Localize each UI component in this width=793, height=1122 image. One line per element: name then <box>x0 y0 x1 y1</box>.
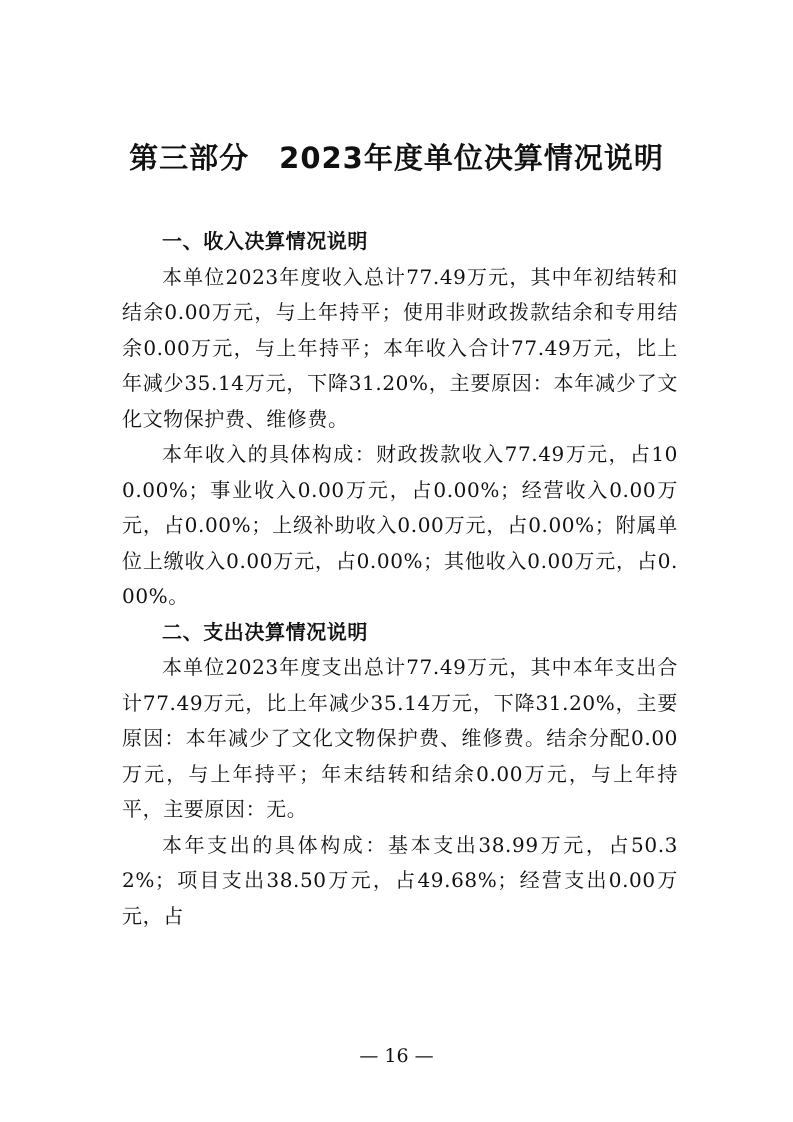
section-heading-income: 一、收入决算情况说明 <box>162 229 368 253</box>
expenditure-composition-paragraph: 本年支出的具体构成：基本支出38.99万元，占50.32%；项目支出38.50万元，占49.68%；经营支出0.00万元，占 <box>122 832 678 928</box>
page-number: — 16 — <box>359 1045 434 1067</box>
section-heading-expenditure: 二、支出决算情况说明 <box>162 619 368 644</box>
income-composition-paragraph: 本年收入的具体构成：财政拨款收入77.49万元，占100.00%；事业收入0.00万元，占0.00%；经营收入0.00万元，占0.00%；上级补助收入0.00万元，占0.00%；附属单位上缴收入0.00万元，占0.00%；其他收入0.00万元，占0.00%。 <box>122 442 678 608</box>
page-title: 第三部分 2023年度单位决算情况说明 <box>129 141 664 175</box>
document-body <box>122 224 678 934</box>
expenditure-summary-paragraph: 本单位2023年度支出总计77.49万元，其中本年支出合计77.49万元，比上年减少35.14万元，下降31.20%，主要原因：本年减少了文化文物保护费、维修费。结余分配0.00万元，与上年持平；年末结转和结余0.00万元，与上年持平，主要原因：无。 <box>122 655 678 821</box>
income-summary-paragraph: 本单位2023年度收入总计77.49万元，其中年初结转和结余0.00万元，与上年持平；使用非财政拨款结余和专用结余0.00万元，与上年持平；本年收入合计77.49万元，比上年减少35.14万元，下降31.20%，主要原因：本年减少了文化文物保护费、维修费。 <box>122 264 678 431</box>
